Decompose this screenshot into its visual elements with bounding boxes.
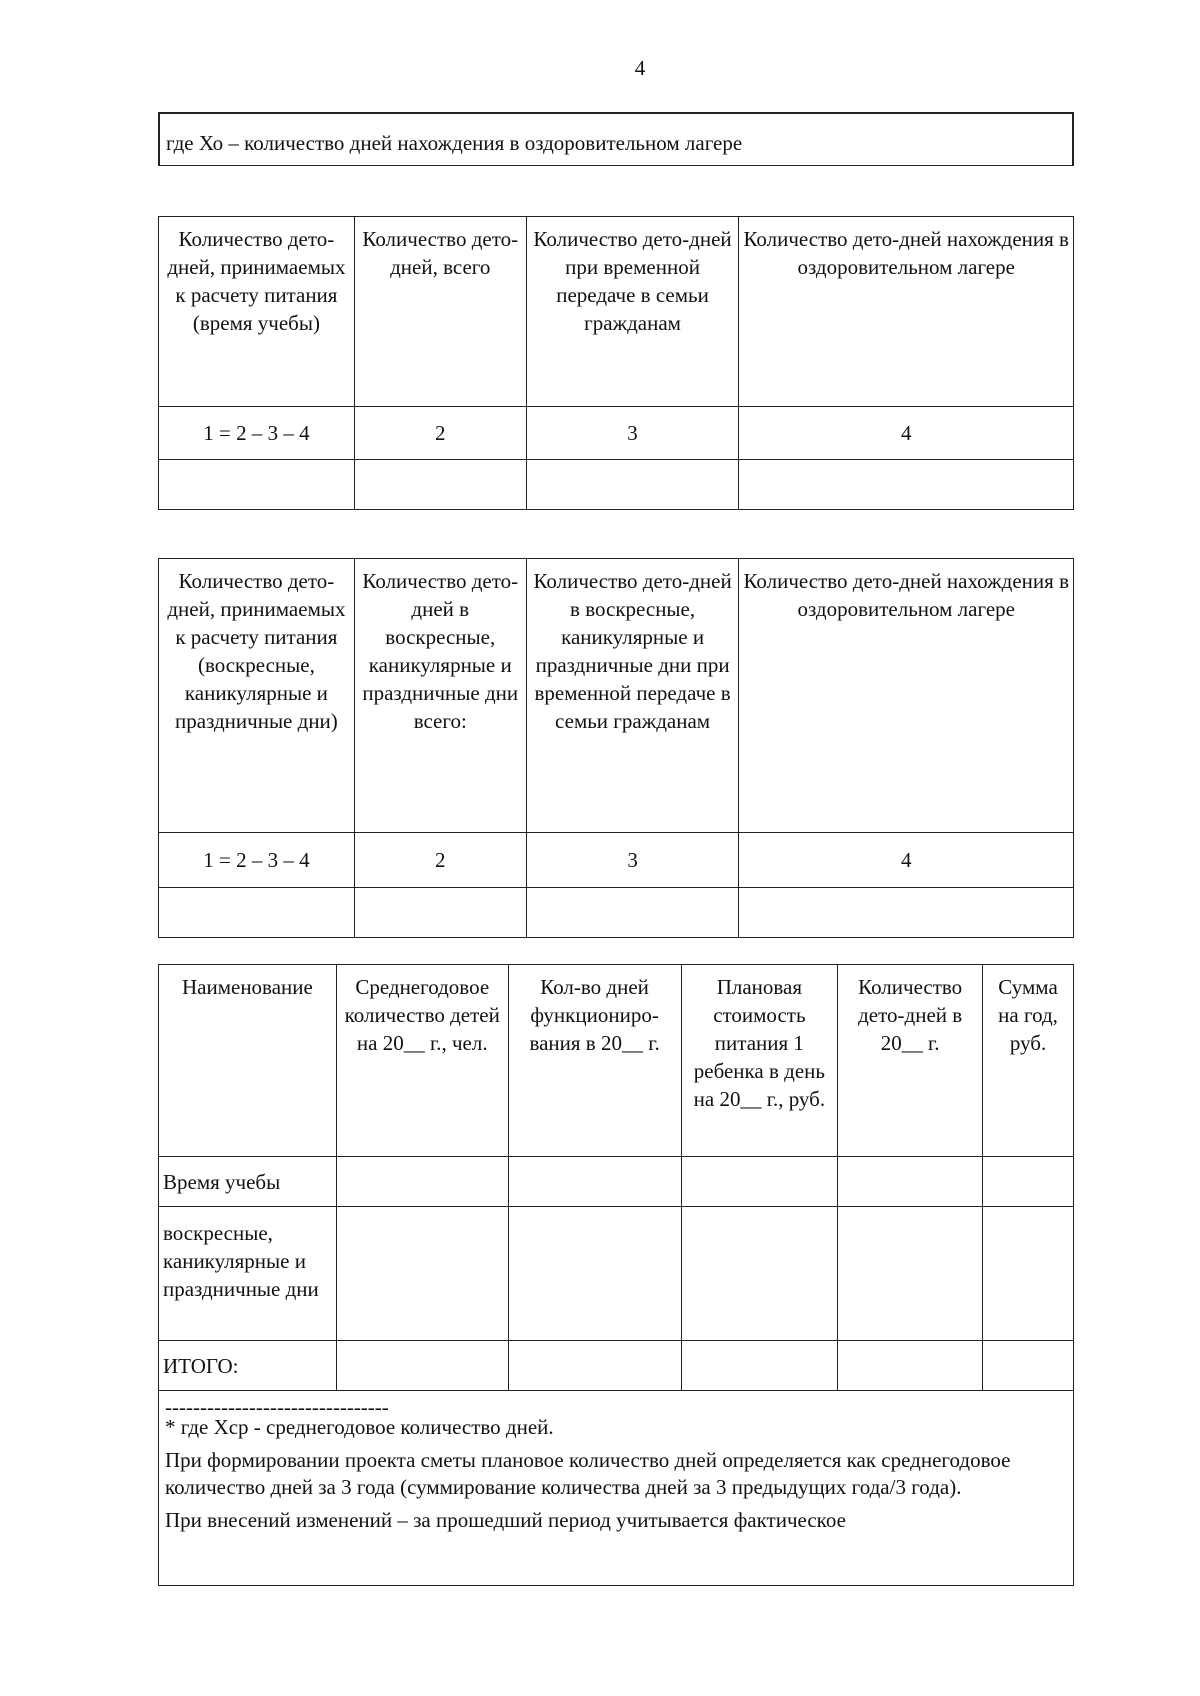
table-header-row — [159, 217, 1074, 407]
empty-cell — [681, 1341, 838, 1391]
empty-cell — [508, 1207, 681, 1341]
empty-cell — [838, 1341, 983, 1391]
footnote-line: При внесений изменений – за прошедший период учитывается фактическое — [165, 1508, 846, 1532]
empty-cell — [838, 1207, 983, 1341]
table-row — [159, 1341, 1074, 1391]
header-cell: Наименование — [159, 965, 337, 1157]
header-cell: Плановая стоимость питания 1 ребенка в день на 20__ г., руб. — [681, 965, 838, 1157]
empty-cell — [838, 1157, 983, 1207]
header-cell: Количество дето-дней, всего — [354, 217, 526, 407]
header-cell: Количество дето-дней в воскресные, каникулярные и праздничные дни при временной передаче в семьи гражданам — [526, 559, 739, 833]
empty-cell — [526, 460, 739, 510]
row-label: Время учебы — [159, 1157, 337, 1207]
table-camp-days-study — [158, 216, 1074, 510]
empty-cell — [159, 460, 355, 510]
note-box — [158, 112, 1074, 166]
empty-cell — [983, 1207, 1074, 1341]
page-number: 4 — [634, 56, 646, 80]
column-number: 4 — [739, 407, 1074, 460]
footnote-line: * где Хср - среднегодовое количество дней. — [165, 1415, 554, 1439]
header-cell: Количество дето-дней нахождения в оздоровительном лагере — [739, 559, 1074, 833]
empty-cell — [508, 1341, 681, 1391]
table-row — [159, 1157, 1074, 1207]
column-number: 3 — [526, 833, 739, 888]
empty-cell — [159, 888, 355, 938]
column-number: 3 — [526, 407, 739, 460]
row-label: воскресные, каникулярные и праздничные дни — [159, 1207, 337, 1341]
empty-cell — [354, 888, 526, 938]
header-cell: Кол-во дней функциониро-вания в 20__ г. — [508, 965, 681, 1157]
empty-data-row — [159, 460, 1074, 510]
empty-cell — [681, 1207, 838, 1341]
empty-cell — [739, 460, 1074, 510]
note-text: где Хо – количество дней нахождения в оздоровительном лагере — [166, 131, 743, 155]
footnote-box — [158, 1390, 1074, 1586]
header-cell: Количество дето-дней, принимаемых к расчету питания (время учебы) — [159, 217, 355, 407]
empty-cell — [336, 1207, 508, 1341]
header-cell: Количество дето-дней нахождения в оздоровительном лагере — [739, 217, 1074, 407]
table-row — [159, 1207, 1074, 1341]
empty-cell — [526, 888, 739, 938]
empty-cell — [354, 460, 526, 510]
header-cell: Количество дето-дней, принимаемых к расчету питания (воскресные, каникулярные и праздничные дни) — [159, 559, 355, 833]
empty-cell — [739, 888, 1074, 938]
empty-cell — [983, 1341, 1074, 1391]
column-number: 4 — [739, 833, 1074, 888]
empty-cell — [983, 1157, 1074, 1207]
header-cell: Количество дето-дней в 20__ г. — [838, 965, 983, 1157]
table-food-cost — [158, 964, 1074, 1391]
empty-data-row — [159, 888, 1074, 938]
column-number: 2 — [354, 407, 526, 460]
table-header-row — [159, 559, 1074, 833]
empty-cell — [681, 1157, 838, 1207]
header-cell: Количество дето-дней при временной передаче в семьи гражданам — [526, 217, 739, 407]
column-number-row — [159, 407, 1074, 460]
header-cell: Количество дето-дней в воскресные, каникулярные и праздничные дни всего: — [354, 559, 526, 833]
column-number-row — [159, 833, 1074, 888]
table-header-row — [159, 965, 1074, 1157]
header-cell: Среднегодовое количество детей на 20__ г., чел. — [336, 965, 508, 1157]
empty-cell — [508, 1157, 681, 1207]
empty-cell — [336, 1157, 508, 1207]
empty-cell — [336, 1341, 508, 1391]
column-number: 2 — [354, 833, 526, 888]
column-number: 1 = 2 – 3 – 4 — [159, 407, 355, 460]
row-label: ИТОГО: — [159, 1341, 337, 1391]
header-cell: Сумма на год, руб. — [983, 965, 1074, 1157]
column-number: 1 = 2 – 3 – 4 — [159, 833, 355, 888]
footnote-separator: -------------------------------- — [165, 1395, 389, 1414]
footnote-line: При формировании проекта сметы плановое количество дней определяется как среднегодовое количество дней за 3 года (суммирование количества дней за 3 предыдущих года/3 года). — [165, 1448, 1011, 1499]
table-camp-days-holidays — [158, 558, 1074, 938]
